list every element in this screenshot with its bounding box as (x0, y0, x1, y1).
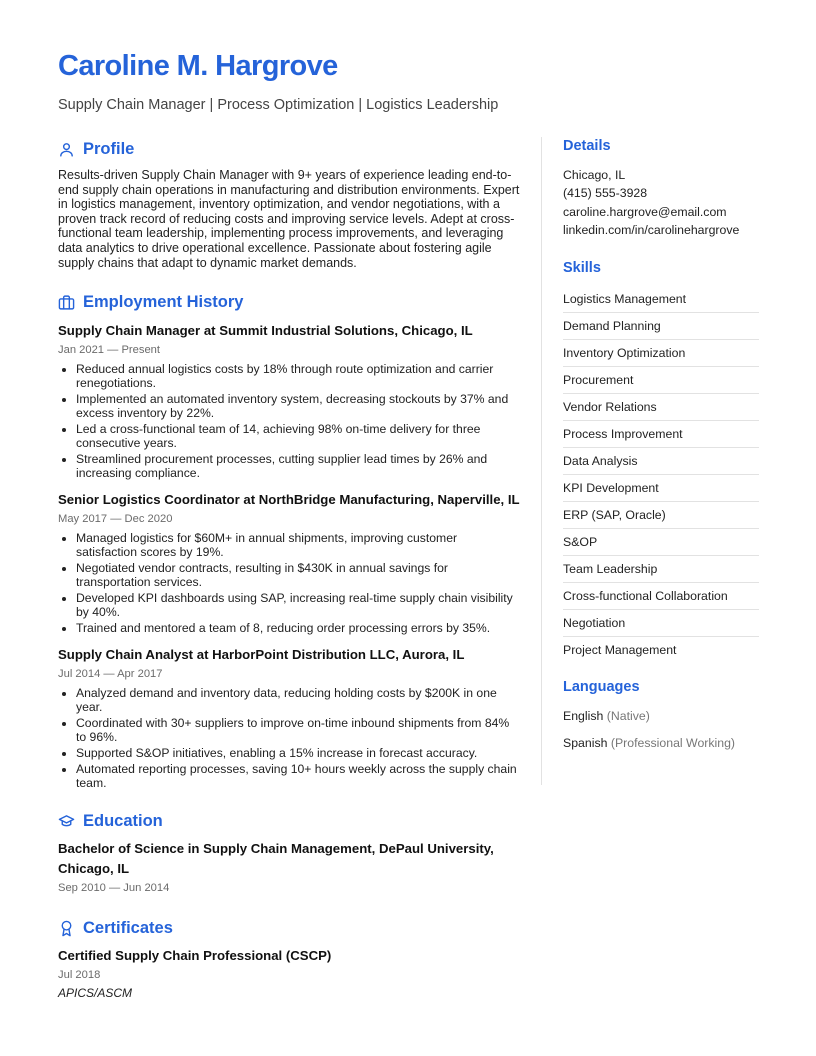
language-name: English (563, 708, 604, 723)
job-title: Senior Logistics Coordinator at NorthBridge Manufacturing, Naperville, IL (58, 492, 520, 508)
person-icon (58, 141, 75, 158)
job-dates: Jul 2014 — Apr 2017 (58, 668, 163, 681)
certificate-issuer: APICS/ASCM (58, 986, 133, 1001)
detail-email: caroline.hargrove@email.com (563, 204, 727, 219)
job-bullet: • Developed KPI dashboards using SAP, increasing real-time supply chain visibility by 40%. (76, 591, 520, 619)
language-item (563, 703, 759, 730)
languages-section (563, 679, 759, 757)
job-bullets (58, 686, 520, 790)
details-title: Details (563, 138, 611, 154)
education-degree: Bachelor of Science in Supply Chain Management, DePaul University, Chicago, IL (58, 841, 494, 877)
job-title: Supply Chain Analyst at HarborPoint Distribution LLC, Aurora, IL (58, 647, 465, 663)
skill-item: Vendor Relations (563, 394, 759, 421)
job-entry (58, 321, 520, 480)
language-name: Spanish (563, 735, 608, 750)
certificate-name: Certified Supply Chain Professional (CSCP) (58, 948, 332, 964)
graduation-cap-icon (58, 813, 75, 830)
profile-heading (58, 138, 520, 160)
job-bullet: • Led a cross-functional team of 14, achieving 98% on-time delivery for three consecutive years. (76, 422, 520, 450)
job-dates: May 2017 — Dec 2020 (58, 513, 173, 526)
education-heading (58, 810, 520, 832)
education-entry (58, 839, 520, 896)
certificates-title: Certificates (83, 918, 173, 937)
skill-item: Negotiation (563, 610, 759, 637)
sidebar-column (563, 138, 759, 757)
detail-phone: (415) 555-3928 (563, 186, 648, 201)
skill-item: KPI Development (563, 475, 759, 502)
skill-item: Data Analysis (563, 448, 759, 475)
job-bullet: • Managed logistics for $60M+ in annual shipments, improving customer satisfaction scores by 19%. (76, 531, 520, 559)
language-level: (Native) (606, 708, 650, 723)
job-bullets (58, 362, 520, 480)
job-bullet: • Coordinated with 30+ suppliers to improve on-time inbound shipments from 84% to 96%. (76, 716, 520, 744)
job-bullet: • Negotiated vendor contracts, resulting in $430K in annual savings for transportation services. (76, 561, 520, 589)
certificate-date: Jul 2018 (58, 969, 101, 982)
profile-section (58, 138, 520, 270)
detail-linkedin: linkedin.com/in/carolinehargrove (563, 223, 740, 238)
education-title: Education (83, 811, 163, 830)
skills-section (563, 260, 759, 663)
job-dates: Jan 2021 — Present (58, 344, 160, 357)
details-section (563, 138, 759, 240)
skill-item: S&OP (563, 529, 759, 556)
certificates-heading (58, 917, 520, 939)
language-level: (Professional Working) (610, 735, 736, 750)
job-entry (58, 645, 520, 790)
skill-item: Demand Planning (563, 313, 759, 340)
skill-item: Procurement (563, 367, 759, 394)
employment-heading (58, 291, 520, 313)
job-bullet: • Supported S&OP initiatives, enabling a 15% increase in forecast accuracy. (76, 746, 520, 760)
skill-item: Team Leadership (563, 556, 759, 583)
main-column (58, 138, 520, 1001)
skill-item: Cross-functional Collaboration (563, 583, 759, 610)
candidate-name: Caroline M. Hargrove (58, 50, 338, 82)
profile-text: Results-driven Supply Chain Manager with 9+ years of experience leading end-to-end supply chain operations in manufacturing and distribution environments. Expert in logistics management, inventory optimization, and vendor negotiations, with a proven track record of reducing costs and improving service levels. Adept at cross-functional team leadership, implementing process improvements, and leveraging data analytics to drive operational excellence. Passionate about fostering agile supply chains that adapt to dynamic market demands. (58, 168, 520, 270)
job-bullet: • Trained and mentored a team of 8, reducing order processing errors by 35%. (76, 621, 520, 635)
profile-title: Profile (83, 139, 135, 158)
employment-section (58, 291, 520, 790)
employment-title: Employment History (83, 292, 244, 311)
job-bullet: • Reduced annual logistics costs by 18% through route optimization and carrier renegotiations. (76, 362, 520, 390)
education-dates: Sep 2010 — Jun 2014 (58, 882, 170, 895)
job-entry (58, 490, 520, 635)
candidate-subtitle: Supply Chain Manager | Process Optimization | Logistics Leadership (58, 97, 499, 113)
languages-list (563, 703, 759, 757)
details-list (563, 166, 759, 240)
education-section (58, 810, 520, 896)
job-bullet: • Implemented an automated inventory system, decreasing stockouts by 37% and excess inventory by 22%. (76, 392, 520, 420)
skill-item: Project Management (563, 642, 677, 657)
certificate-entry (58, 946, 520, 1001)
job-bullet: • Analyzed demand and inventory data, reducing holding costs by $200K in one year. (76, 686, 520, 714)
skills-list (563, 286, 759, 663)
skill-item: Process Improvement (563, 421, 759, 448)
job-title: Supply Chain Manager at Summit Industrial Solutions, Chicago, IL (58, 323, 473, 339)
detail-location: Chicago, IL (563, 168, 626, 182)
skill-item: ERP (SAP, Oracle) (563, 502, 759, 529)
skills-title: Skills (563, 259, 601, 276)
job-bullets (58, 531, 520, 635)
certificates-section (58, 917, 520, 1001)
column-divider (541, 137, 542, 785)
skill-item: Inventory Optimization (563, 340, 759, 367)
languages-title: Languages (563, 678, 640, 695)
job-bullet: • Automated reporting processes, saving 10+ hours weekly across the supply chain team. (76, 762, 520, 790)
skill-item: Logistics Management (563, 286, 759, 313)
job-bullet: • Streamlined procurement processes, cutting supplier lead times by 26% and increasing compliance. (76, 452, 520, 480)
award-icon (58, 920, 75, 937)
briefcase-icon (58, 294, 75, 311)
language-item (563, 730, 759, 757)
